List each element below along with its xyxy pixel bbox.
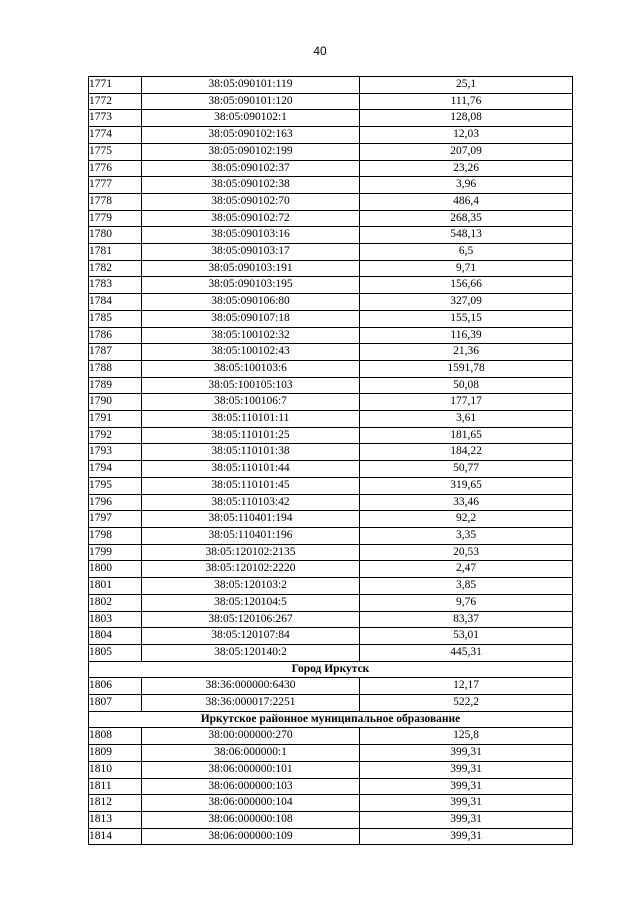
table-row	[89, 310, 573, 327]
table-row	[89, 377, 573, 394]
cadastral-number-cell: 38:05:120140:2	[142, 644, 360, 661]
cadastral-number-cell: 38:06:000000:104	[142, 795, 360, 812]
table-row	[89, 177, 573, 194]
cadastral-number-cell: 38:05:090102:72	[142, 210, 360, 227]
row-number-cell: 1804	[89, 628, 142, 645]
cadastral-number-cell: 38:05:100105:103	[142, 377, 360, 394]
cadastral-number-cell: 38:05:110101:25	[142, 427, 360, 444]
section-header-row	[89, 661, 573, 678]
cadastral-number-cell: 38:05:110101:45	[142, 477, 360, 494]
area-cell: 399,31	[360, 745, 573, 762]
area-cell: 486,4	[360, 193, 573, 210]
area-cell: 3,96	[360, 177, 573, 194]
area-cell: 522,2	[360, 695, 573, 712]
row-number-cell: 1813	[89, 811, 142, 828]
table-row	[89, 143, 573, 160]
table-row	[89, 327, 573, 344]
row-number-cell: 1789	[89, 377, 142, 394]
table-row	[89, 260, 573, 277]
row-number-cell: 1781	[89, 244, 142, 261]
cadastral-number-cell: 38:05:090103:195	[142, 277, 360, 294]
area-cell: 128,08	[360, 110, 573, 127]
area-cell: 2,47	[360, 561, 573, 578]
parcel-table-body	[89, 77, 573, 845]
area-cell: 207,09	[360, 143, 573, 160]
cadastral-number-cell: 38:05:090102:199	[142, 143, 360, 160]
cadastral-number-cell: 38:36:000000:6430	[142, 678, 360, 695]
cadastral-number-cell: 38:05:110401:196	[142, 527, 360, 544]
area-cell: 3,85	[360, 578, 573, 595]
area-cell: 319,65	[360, 477, 573, 494]
cadastral-number-cell: 38:05:090107:18	[142, 310, 360, 327]
row-number-cell: 1802	[89, 594, 142, 611]
area-cell: 12,17	[360, 678, 573, 695]
table-row	[89, 77, 573, 94]
cadastral-number-cell: 38:05:120103:2	[142, 578, 360, 595]
area-cell: 53,01	[360, 628, 573, 645]
section-header-row	[89, 711, 573, 728]
area-cell: 184,22	[360, 444, 573, 461]
table-row	[89, 277, 573, 294]
table-row	[89, 778, 573, 795]
table-row	[89, 695, 573, 712]
table-row	[89, 227, 573, 244]
area-cell: 25,1	[360, 77, 573, 94]
cadastral-number-cell: 38:05:110401:194	[142, 511, 360, 528]
cadastral-number-cell: 38:05:120102:2135	[142, 544, 360, 561]
cadastral-number-cell: 38:05:110101:11	[142, 411, 360, 428]
table-row	[89, 394, 573, 411]
row-number-cell: 1776	[89, 160, 142, 177]
row-number-cell: 1790	[89, 394, 142, 411]
cadastral-number-cell: 38:06:000000:108	[142, 811, 360, 828]
row-number-cell: 1771	[89, 77, 142, 94]
row-number-cell: 1782	[89, 260, 142, 277]
area-cell: 399,31	[360, 811, 573, 828]
cadastral-number-cell: 38:05:090101:120	[142, 93, 360, 110]
cadastral-number-cell: 38:06:000000:1	[142, 745, 360, 762]
row-number-cell: 1785	[89, 310, 142, 327]
row-number-cell: 1812	[89, 795, 142, 812]
cadastral-number-cell: 38:00:000000:270	[142, 728, 360, 745]
row-number-cell: 1779	[89, 210, 142, 227]
cadastral-number-cell: 38:05:120107:84	[142, 628, 360, 645]
area-cell: 548,13	[360, 227, 573, 244]
area-cell: 23,26	[360, 160, 573, 177]
section-title: Город Иркутск	[89, 661, 573, 678]
table-row	[89, 244, 573, 261]
cadastral-number-cell: 38:05:090101:119	[142, 77, 360, 94]
row-number-cell: 1786	[89, 327, 142, 344]
row-number-cell: 1806	[89, 678, 142, 695]
cadastral-number-cell: 38:05:090103:17	[142, 244, 360, 261]
area-cell: 12,03	[360, 127, 573, 144]
table-row	[89, 594, 573, 611]
row-number-cell: 1788	[89, 360, 142, 377]
row-number-cell: 1791	[89, 411, 142, 428]
table-row	[89, 828, 573, 845]
row-number-cell: 1793	[89, 444, 142, 461]
area-cell: 83,37	[360, 611, 573, 628]
table-row	[89, 444, 573, 461]
cadastral-number-cell: 38:05:120104:5	[142, 594, 360, 611]
cadastral-number-cell: 38:05:100103:6	[142, 360, 360, 377]
row-number-cell: 1814	[89, 828, 142, 845]
row-number-cell: 1798	[89, 527, 142, 544]
cadastral-number-cell: 38:05:090103:16	[142, 227, 360, 244]
row-number-cell: 1777	[89, 177, 142, 194]
area-cell: 181,65	[360, 427, 573, 444]
cadastral-number-cell: 38:05:110103:42	[142, 494, 360, 511]
cadastral-number-cell: 38:06:000000:103	[142, 778, 360, 795]
table-row	[89, 728, 573, 745]
section-title: Иркутское районное муниципальное образование	[89, 711, 573, 728]
table-row	[89, 578, 573, 595]
row-number-cell: 1792	[89, 427, 142, 444]
area-cell: 3,61	[360, 411, 573, 428]
table-row	[89, 527, 573, 544]
cadastral-number-cell: 38:05:100106:7	[142, 394, 360, 411]
table-row	[89, 427, 573, 444]
table-row	[89, 678, 573, 695]
area-cell: 156,66	[360, 277, 573, 294]
area-cell: 92,2	[360, 511, 573, 528]
cadastral-number-cell: 38:05:110101:44	[142, 461, 360, 478]
table-row	[89, 761, 573, 778]
table-row	[89, 461, 573, 478]
table-row	[89, 477, 573, 494]
cadastral-number-cell: 38:05:110101:38	[142, 444, 360, 461]
row-number-cell: 1780	[89, 227, 142, 244]
table-row	[89, 344, 573, 361]
table-row	[89, 544, 573, 561]
row-number-cell: 1783	[89, 277, 142, 294]
table-row	[89, 160, 573, 177]
cadastral-number-cell: 38:06:000000:101	[142, 761, 360, 778]
cadastral-number-cell: 38:05:100102:32	[142, 327, 360, 344]
table-row	[89, 93, 573, 110]
table-row	[89, 628, 573, 645]
cadastral-number-cell: 38:06:000000:109	[142, 828, 360, 845]
cadastral-number-cell: 38:05:090102:163	[142, 127, 360, 144]
row-number-cell: 1801	[89, 578, 142, 595]
cadastral-number-cell: 38:05:090102:37	[142, 160, 360, 177]
area-cell: 399,31	[360, 828, 573, 845]
row-number-cell: 1803	[89, 611, 142, 628]
area-cell: 268,35	[360, 210, 573, 227]
table-row	[89, 411, 573, 428]
table-row	[89, 811, 573, 828]
cadastral-number-cell: 38:05:090103:191	[142, 260, 360, 277]
row-number-cell: 1805	[89, 644, 142, 661]
area-cell: 327,09	[360, 294, 573, 311]
area-cell: 21,36	[360, 344, 573, 361]
table-row	[89, 127, 573, 144]
cadastral-number-cell: 38:05:090102:38	[142, 177, 360, 194]
area-cell: 1591,78	[360, 360, 573, 377]
cadastral-number-cell: 38:05:100102:43	[142, 344, 360, 361]
row-number-cell: 1810	[89, 761, 142, 778]
area-cell: 399,31	[360, 761, 573, 778]
table-row	[89, 795, 573, 812]
parcel-table	[88, 76, 573, 845]
row-number-cell: 1800	[89, 561, 142, 578]
row-number-cell: 1794	[89, 461, 142, 478]
row-number-cell: 1795	[89, 477, 142, 494]
table-row	[89, 193, 573, 210]
cadastral-number-cell: 38:36:000017:2251	[142, 695, 360, 712]
row-number-cell: 1784	[89, 294, 142, 311]
table-row	[89, 511, 573, 528]
row-number-cell: 1774	[89, 127, 142, 144]
area-cell: 399,31	[360, 778, 573, 795]
row-number-cell: 1796	[89, 494, 142, 511]
table-row	[89, 644, 573, 661]
row-number-cell: 1787	[89, 344, 142, 361]
area-cell: 33,46	[360, 494, 573, 511]
area-cell: 3,35	[360, 527, 573, 544]
area-cell: 399,31	[360, 795, 573, 812]
row-number-cell: 1772	[89, 93, 142, 110]
table-row	[89, 210, 573, 227]
table-row	[89, 561, 573, 578]
page-number: 40	[313, 44, 327, 58]
area-cell: 445,31	[360, 644, 573, 661]
area-cell: 6,5	[360, 244, 573, 261]
cadastral-number-cell: 38:05:120102:2220	[142, 561, 360, 578]
row-number-cell: 1773	[89, 110, 142, 127]
area-cell: 116,39	[360, 327, 573, 344]
row-number-cell: 1809	[89, 745, 142, 762]
cadastral-number-cell: 38:05:090102:1	[142, 110, 360, 127]
area-cell: 50,77	[360, 461, 573, 478]
row-number-cell: 1775	[89, 143, 142, 160]
row-number-cell: 1778	[89, 193, 142, 210]
row-number-cell: 1799	[89, 544, 142, 561]
area-cell: 9,71	[360, 260, 573, 277]
cadastral-number-cell: 38:05:090106:80	[142, 294, 360, 311]
area-cell: 125,8	[360, 728, 573, 745]
area-cell: 9,76	[360, 594, 573, 611]
table-row	[89, 611, 573, 628]
table-row	[89, 360, 573, 377]
area-cell: 111,76	[360, 93, 573, 110]
cadastral-number-cell: 38:05:120106:267	[142, 611, 360, 628]
area-cell: 50,08	[360, 377, 573, 394]
row-number-cell: 1811	[89, 778, 142, 795]
area-cell: 177,17	[360, 394, 573, 411]
row-number-cell: 1807	[89, 695, 142, 712]
table-row	[89, 110, 573, 127]
area-cell: 20,53	[360, 544, 573, 561]
area-cell: 155,15	[360, 310, 573, 327]
row-number-cell: 1797	[89, 511, 142, 528]
cadastral-number-cell: 38:05:090102:70	[142, 193, 360, 210]
table-row	[89, 745, 573, 762]
table-row	[89, 294, 573, 311]
table-row	[89, 494, 573, 511]
row-number-cell: 1808	[89, 728, 142, 745]
